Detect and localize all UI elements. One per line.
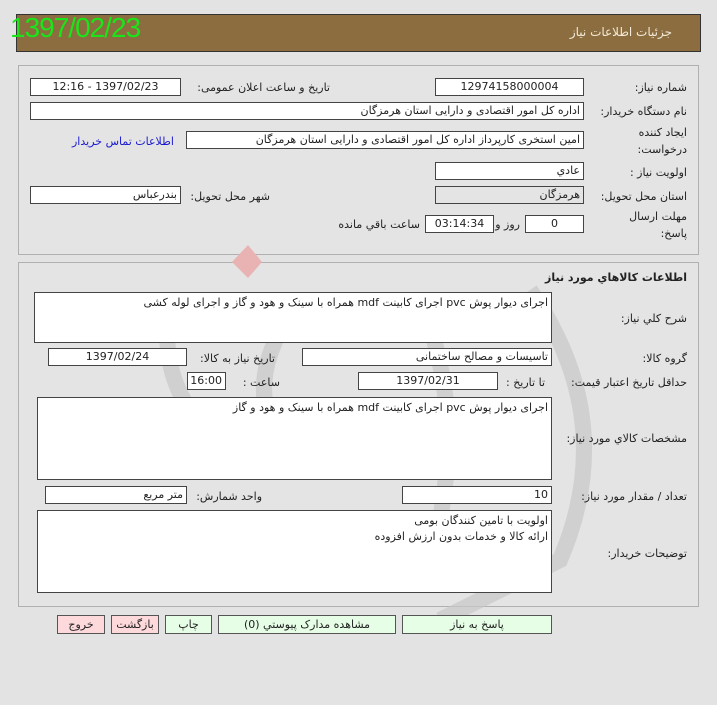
deadline-label-1: مهلت ارسال <box>629 210 687 223</box>
announce-date-field: 1397/02/23 - 12:16 <box>30 78 181 96</box>
deadline-label-2: پاسخ: <box>660 227 687 240</box>
buyer-org-field: اداره کل امور اقتصادی و دارایی استان هرمزگان <box>30 102 584 120</box>
announce-date-label: تاریخ و ساعت اعلان عمومی: <box>197 81 330 94</box>
days-left-field: 0 <box>525 215 584 233</box>
creator-label-1: ایجاد کننده <box>638 126 687 139</box>
province-field: هرمزگان <box>435 186 584 204</box>
buyer-notes-textarea[interactable]: اولویت با تامین کنندگان بومی ارائه کالا و خدمات بدون ارزش افزوده <box>37 510 552 593</box>
to-date-label: تا تاریخ : <box>506 376 545 389</box>
city-field: بندرعباس <box>30 186 181 204</box>
description-label: شرح کلي نیاز: <box>620 312 687 325</box>
time-label: ساعت : <box>242 376 280 389</box>
time-field: 16:00 <box>187 372 226 390</box>
view-attachments-button[interactable]: مشاهده مدارک پیوستي (0) <box>218 615 396 634</box>
days-label: روز و <box>495 218 520 231</box>
print-button[interactable]: چاپ <box>165 615 212 634</box>
unit-field: متر مربع <box>45 486 187 504</box>
city-label: شهر محل تحویل: <box>190 190 270 203</box>
need-date-field: 1397/02/24 <box>48 348 187 366</box>
need-number-field: 12974158000004 <box>435 78 584 96</box>
buyer-notes-label: توضیحات خریدار: <box>607 547 687 560</box>
date-stamp: 1397/02/23 <box>10 12 141 43</box>
back-button[interactable]: بازگشت <box>111 615 159 634</box>
page-title: جزئیات اطلاعات نیاز <box>569 25 672 39</box>
quantity-label: تعداد / مقدار مورد نیاز: <box>581 490 687 503</box>
specs-textarea[interactable]: اجرای دیوار پوش pvc اجرای کابینت mdf همراه با سینک و هود و گاز <box>37 397 552 480</box>
to-date-field: 1397/02/31 <box>358 372 498 390</box>
province-label: استان محل تحویل: <box>600 190 687 203</box>
goods-group-label: گروه کالا: <box>642 352 687 365</box>
time-left-field: 03:14:34 <box>425 215 494 233</box>
respond-button[interactable]: پاسخ به نیاز <box>402 615 552 634</box>
creator-label-2: درخواست: <box>637 143 687 156</box>
price-validity-label: حداقل تاریخ اعتبار قیمت: <box>571 376 687 389</box>
time-left-label: ساعت باقي مانده <box>338 218 420 231</box>
need-number-label: شماره نیاز: <box>634 81 687 94</box>
buyer-contact-link[interactable]: اطلاعات تماس خریدار <box>72 135 174 148</box>
need-date-label: تاریخ نیاز به کالا: <box>200 352 275 365</box>
goods-group-field: تاسیسات و مصالح ساختمانی <box>302 348 552 366</box>
creator-field: امین استخری کارپرداز اداره کل امور اقتصادی و دارایی استان هرمزگان <box>186 131 584 149</box>
unit-label: واحد شمارش: <box>196 490 262 503</box>
specs-label: مشخصات کالاي مورد نیاز: <box>566 432 687 445</box>
priority-field: عادي <box>435 162 584 180</box>
quantity-field: 10 <box>402 486 552 504</box>
goods-section-title: اطلاعات كالاهاي مورد نياز <box>545 271 687 284</box>
priority-label: اولویت نیاز : <box>629 166 687 179</box>
description-textarea[interactable]: اجرای دیوار پوش pvc اجرای کابینت mdf همراه با سینک و هود و گاز و اجرای لوله کشی <box>34 292 552 343</box>
exit-button[interactable]: خروج <box>57 615 105 634</box>
buyer-org-label: نام دستگاه خریدار: <box>600 105 687 118</box>
